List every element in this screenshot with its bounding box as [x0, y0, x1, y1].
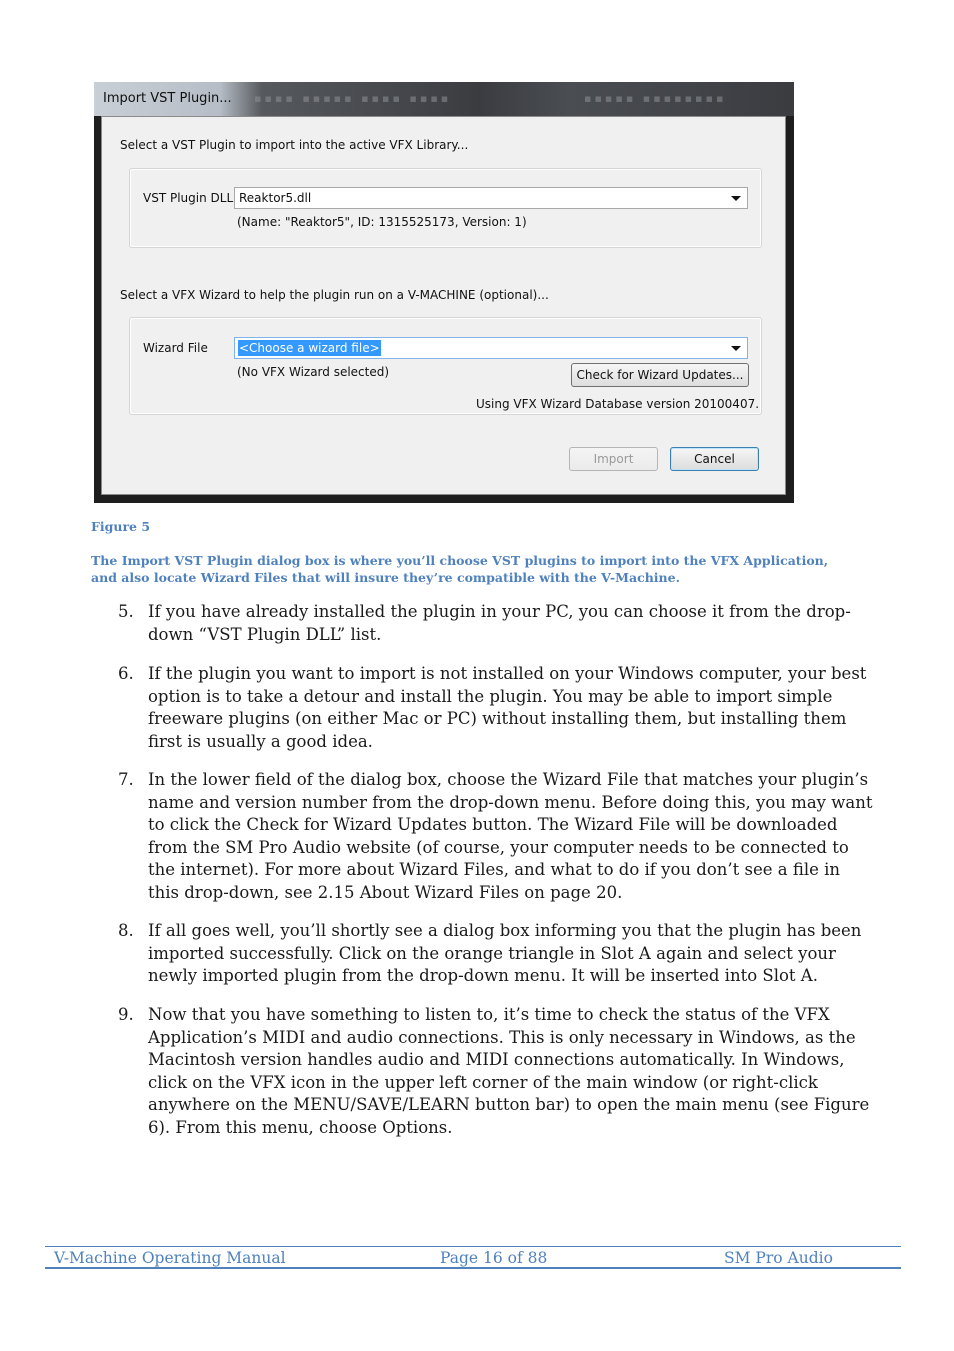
background-blur-2: ▪▪▪▪▪ ▪▪▪▪▪▪▪▪	[584, 92, 727, 105]
plugin-dll-dropdown[interactable]	[234, 187, 748, 209]
wizard-status-text: (No VFX Wizard selected)	[237, 365, 390, 379]
list-number: 7.	[118, 770, 134, 789]
check-wizard-updates-button[interactable]: Check for Wizard Updates...	[571, 363, 749, 387]
wizard-file-label: Wizard File	[143, 341, 208, 355]
plugin-dll-label: VST Plugin DLL	[143, 191, 234, 205]
chevron-down-icon	[731, 196, 741, 201]
dialog-title: Import VST Plugin...	[103, 91, 232, 106]
wizard-file-dropdown[interactable]	[234, 337, 748, 359]
import-button[interactable]: Import	[569, 447, 658, 471]
list-text: If the plugin you want to import is not installed on your Windows computer, your best option is to take a detour and install the plugin. You may be able to import simple freeware plugins (on either Mac or PC) without installing them, but installing them first is usually a good idea.	[148, 664, 867, 751]
list-number: 9.	[118, 1005, 134, 1024]
wizard-intro-text: Select a VFX Wizard to help the plugin run on a V-MACHINE (optional)...	[120, 288, 549, 302]
list-text: If all goes well, you’ll shortly see a dialog box informing you that the plugin has been imported successfully. Click on the orange triangle in Slot A again and select your newly imported plugin from the drop-down menu. It will be inserted into Slot A.	[148, 921, 862, 985]
page-footer	[45, 1246, 901, 1269]
plugin-dll-value: Reaktor5.dll	[239, 191, 312, 205]
plugin-info-text: (Name: "Reaktor5", ID: 1315525173, Version: 1)	[237, 215, 527, 229]
list-text: Now that you have something to listen to, it’s time to check the status of the VFX Application’s MIDI and audio connections. This is only necessary in Windows, as the Macintosh version handles audio and MIDI connections automatically. In Windows, click on the VFX icon in the upper left corner of the main window (or right-click anywhere on the MENU/SAVE/LEARN button bar) to open the main menu (see Figure 6). From this menu, choose Options.	[148, 1005, 870, 1137]
database-version-text: Using VFX Wizard Database version 20100407.	[476, 397, 760, 411]
cancel-button[interactable]: Cancel	[670, 447, 759, 471]
footer-company: SM Pro Audio	[724, 1249, 833, 1267]
import-vst-dialog	[101, 116, 786, 495]
background-blur: ▪▪▪▪ ▪▪▪▪▪ ▪▪▪▪ ▪▪▪▪	[254, 92, 452, 105]
figure-caption-title: Figure 5	[91, 519, 151, 534]
chevron-down-icon	[731, 346, 741, 351]
list-text: In the lower field of the dialog box, choose the Wizard File that matches your plugin’s name and version number from the drop-down menu. Before doing this, you may want to click the Check for Wizard Updates button. The Wizard File will be downloaded from the SM Pro Audio website (of course, your computer needs to be connected to the internet). For more about Wizard Files, and what to do if you don’t see a file in this drop-down, see 2.15 About Wizard Files on page 20.	[148, 770, 873, 902]
dialog-titlebar	[94, 82, 794, 116]
list-number: 6.	[118, 664, 134, 683]
dialog-screenshot	[94, 82, 794, 503]
footer-page-number: Page 16 of 88	[440, 1249, 548, 1267]
wizard-file-value: <Choose a wizard file>	[239, 341, 380, 355]
list-number: 8.	[118, 921, 134, 940]
plugin-intro-text: Select a VST Plugin to import into the active VFX Library...	[120, 138, 469, 152]
list-text: If you have already installed the plugin in your PC, you can choose it from the drop-down “VST Plugin DLL” list.	[148, 602, 851, 644]
figure-caption-text: The Import VST Plugin dialog box is where you’ll choose VST plugins to import into the VFX Application, and also locate Wizard Files that will insure they’re compatible with the V-Machine.	[91, 553, 829, 585]
footer-manual-title: V-Machine Operating Manual	[54, 1249, 286, 1267]
list-number: 5.	[118, 602, 134, 621]
